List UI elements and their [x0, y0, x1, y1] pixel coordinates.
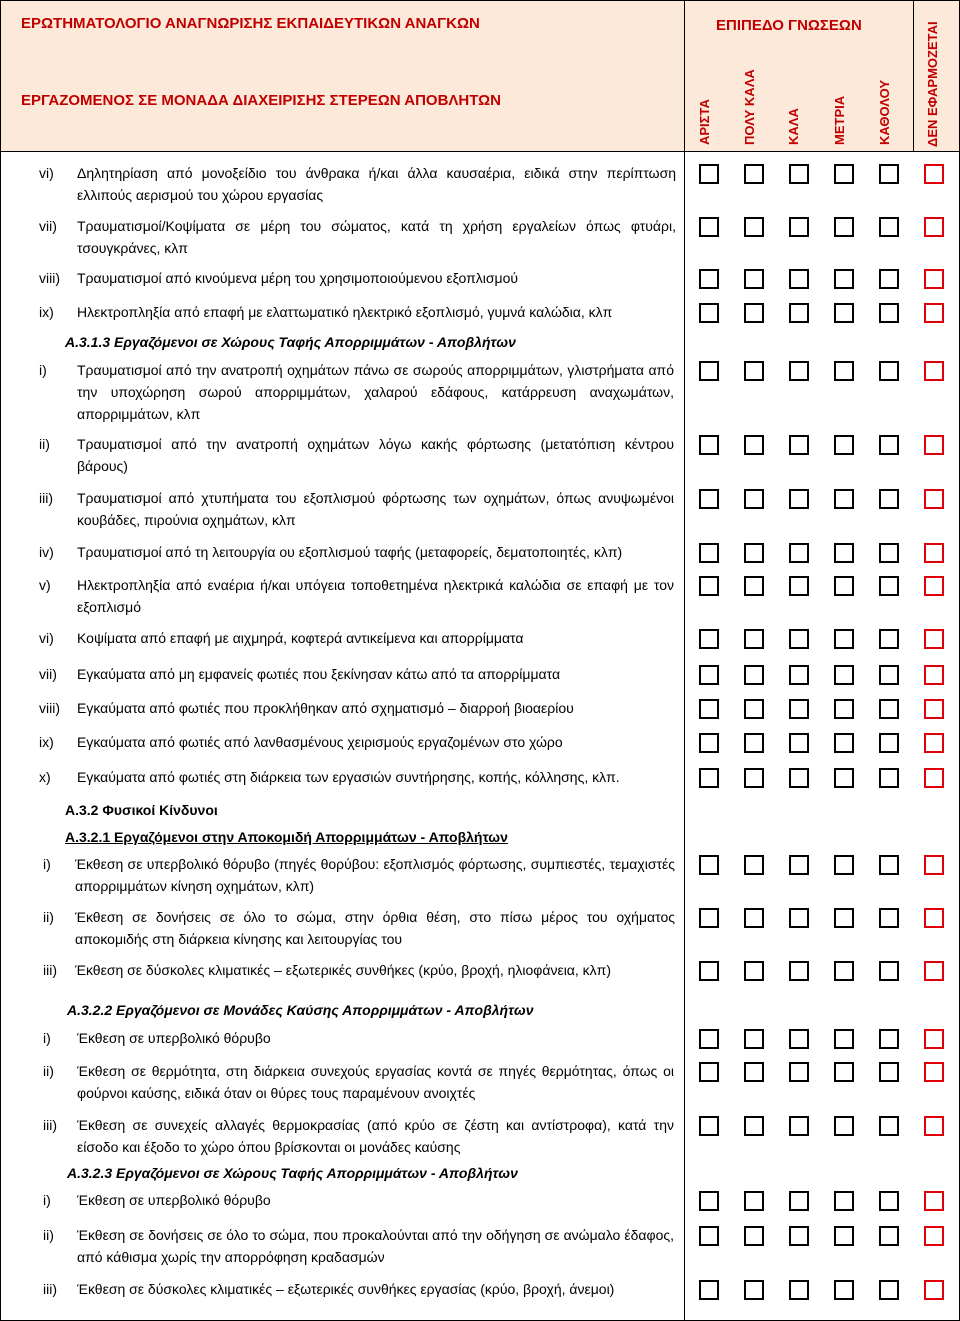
checkbox-excellent[interactable]: [699, 217, 719, 237]
checkbox-fair[interactable]: [834, 665, 854, 685]
checkbox-fair[interactable]: [834, 1062, 854, 1082]
item-number: iii): [43, 962, 57, 978]
checkbox-none[interactable]: [879, 733, 899, 753]
item-text: Τραυματισμοί από την ανατροπή οχημάτων πάνω σε σωρούς απορριμμάτων, γλιστρήματα από την υποχώρηση σωρού απορριμμάτων, χαλαρού εδάφους, κατάρρευση αναχωμάτων, απορριμμάτων, κλπ: [77, 362, 674, 422]
checkbox-none[interactable]: [879, 908, 899, 928]
column-divider: [684, 1, 685, 1320]
checkbox-not-applicable[interactable]: [924, 768, 944, 788]
checkbox-very-good[interactable]: [744, 665, 764, 685]
checkbox-excellent[interactable]: [699, 435, 719, 455]
checkbox-none[interactable]: [879, 303, 899, 323]
item-number: vii): [39, 218, 57, 234]
checkbox-excellent[interactable]: [699, 629, 719, 649]
checkbox-good[interactable]: [789, 855, 809, 875]
checkbox-fair[interactable]: [834, 961, 854, 981]
item-number: i): [39, 362, 47, 378]
item-text: Τραυματισμοί από την ανατροπή οχημάτων λόγω κακής φόρτωσης (μετατόπιση κέντρου βάρους): [77, 436, 674, 474]
item-text: Ηλεκτροπληξία από επαφή με ελαττωματικό ηλεκτρικό εξοπλισμό, γυμνά καλώδια, κλπ: [77, 304, 613, 320]
item-number: viii): [39, 700, 60, 716]
checkbox-not-applicable[interactable]: [924, 489, 944, 509]
checkbox-very-good[interactable]: [744, 629, 764, 649]
checkbox-very-good[interactable]: [744, 961, 764, 981]
section-heading: Α.3.2.3 Εργαζόμενοι σε Χώρους Ταφής Απορριμμάτων - Αποβλήτων: [67, 1165, 518, 1181]
knowledge-level-title: ΕΠΙΠΕΔΟ ΓΝΩΣΕΩΝ: [716, 17, 862, 34]
checkbox-not-applicable[interactable]: [924, 164, 944, 184]
checkbox-very-good[interactable]: [744, 303, 764, 323]
checkbox-none[interactable]: [879, 1062, 899, 1082]
item-number: i): [43, 856, 51, 872]
item-number: ix): [39, 734, 54, 750]
checkbox-very-good[interactable]: [744, 435, 764, 455]
checkbox-none[interactable]: [879, 164, 899, 184]
checkbox-not-applicable[interactable]: [924, 1280, 944, 1300]
item-number: ii): [43, 1063, 54, 1079]
checkbox-fair[interactable]: [834, 269, 854, 289]
checkbox-very-good[interactable]: [744, 164, 764, 184]
checkbox-good[interactable]: [789, 961, 809, 981]
checkbox-none[interactable]: [879, 217, 899, 237]
checkbox-not-applicable[interactable]: [924, 269, 944, 289]
checkbox-good[interactable]: [789, 733, 809, 753]
level-header-excellent: ΑΡΙΣΤΑ: [697, 99, 712, 145]
header-divider: [913, 1, 914, 151]
item-number: vi): [39, 630, 54, 646]
checkbox-very-good[interactable]: [744, 1029, 764, 1049]
checkbox-good[interactable]: [789, 1280, 809, 1300]
item-text: Εγκαύματα από φωτιές στη διάρκεια των εργασιών συντήρησης, κοπής, κόλλησης, κλπ.: [77, 769, 620, 785]
section-heading: Α.3.2.1 Εργαζόμενοι στην Αποκομιδή Απορριμμάτων - Αποβλήτων: [65, 829, 508, 845]
checkbox-fair[interactable]: [834, 629, 854, 649]
checkbox-none[interactable]: [879, 768, 899, 788]
checkbox-excellent[interactable]: [699, 303, 719, 323]
checkbox-none[interactable]: [879, 1116, 899, 1136]
checkbox-fair[interactable]: [834, 576, 854, 596]
checkbox-good[interactable]: [789, 908, 809, 928]
checkbox-fair[interactable]: [834, 303, 854, 323]
checkbox-not-applicable[interactable]: [924, 699, 944, 719]
checkbox-good[interactable]: [789, 164, 809, 184]
checkbox-excellent[interactable]: [699, 733, 719, 753]
checkbox-good[interactable]: [789, 217, 809, 237]
checkbox-good[interactable]: [789, 1116, 809, 1136]
checkbox-not-applicable[interactable]: [924, 576, 944, 596]
checkbox-fair[interactable]: [834, 543, 854, 563]
item-number: iv): [39, 544, 54, 560]
checkbox-fair[interactable]: [834, 908, 854, 928]
item-text: Έκθεση σε δονήσεις σε όλο το σώμα, στην όρθια θέση, στο πίσω μέρος του οχήματος αποκομιδής στη διάρκεια κίνησης και λειτουργίας του: [75, 909, 675, 947]
item-number: x): [39, 769, 51, 785]
checkbox-fair[interactable]: [834, 768, 854, 788]
level-header-very-good: ΠΟΛΥ ΚΑΛΑ: [742, 69, 757, 145]
level-header-not-applicable: ΔΕΝ ΕΦΑΡΜΟΖΕΤΑΙ: [925, 21, 940, 147]
item-text: Δηλητηρίαση από μονοξείδιο του άνθρακα ή/και άλλα καυσαέρια, ειδικά στην περίπτωση ελλιπούς αερισμού του χώρου εργασίας: [77, 165, 676, 203]
checkbox-very-good[interactable]: [744, 1191, 764, 1211]
item-text: Εγκαύματα από μη εμφανείς φωτιές που ξεκίνησαν κάτω από τα απορρίμματα: [77, 666, 561, 682]
checkbox-none[interactable]: [879, 489, 899, 509]
checkbox-excellent[interactable]: [699, 855, 719, 875]
item-text: Έκθεση σε υπερβολικό θόρυβο (πηγές θορύβου: εξοπλισμός φόρτωσης, συμπιεστές, τεμαχιστές απορριμμάτων κίνηση οχημάτων, κλπ): [75, 856, 675, 894]
checkbox-very-good[interactable]: [744, 1062, 764, 1082]
checkbox-not-applicable[interactable]: [924, 435, 944, 455]
header: [1, 1, 959, 152]
checkbox-good[interactable]: [789, 303, 809, 323]
checkbox-good[interactable]: [789, 1191, 809, 1211]
checkbox-none[interactable]: [879, 576, 899, 596]
item-number: ix): [39, 304, 54, 320]
checkbox-none[interactable]: [879, 269, 899, 289]
checkbox-very-good[interactable]: [744, 1116, 764, 1136]
item-text: Τραυματισμοί/Κοψίματα σε μέρη του σώματος, κατά τη χρήση εργαλείων όπως φτυάρι, τσουγκράνες, κλπ: [77, 218, 676, 256]
checkbox-not-applicable[interactable]: [924, 1116, 944, 1136]
worker-category-title: ΕΡΓΑΖΟΜΕΝΟΣ ΣΕ ΜΟΝΑΔΑ ΔΙΑΧΕΙΡΙΣΗΣ ΣΤΕΡΕΩΝ ΑΠΟΒΛΗΤΩΝ: [21, 92, 501, 109]
item-text: Κοψίματα από επαφή με αιχμηρά, κοφτερά αντικείμενα και απορρίμματα: [77, 630, 524, 646]
checkbox-not-applicable[interactable]: [924, 961, 944, 981]
checkbox-good[interactable]: [789, 1062, 809, 1082]
checkbox-excellent[interactable]: [699, 1062, 719, 1082]
checkbox-none[interactable]: [879, 543, 899, 563]
checkbox-not-applicable[interactable]: [924, 855, 944, 875]
checkbox-good[interactable]: [789, 699, 809, 719]
checkbox-not-applicable[interactable]: [924, 217, 944, 237]
level-header-none: ΚΑΘΟΛΟΥ: [877, 79, 892, 145]
questionnaire-title: ΕΡΩΤΗΜΑΤΟΛΟΓΙΟ ΑΝΑΓΝΩΡΙΣΗΣ ΕΚΠΑΙΔΕΥΤΙΚΩΝ ΑΝΑΓΚΩΝ: [21, 15, 480, 32]
checkbox-excellent[interactable]: [699, 768, 719, 788]
checkbox-very-good[interactable]: [744, 543, 764, 563]
checkbox-not-applicable[interactable]: [924, 629, 944, 649]
checkbox-fair[interactable]: [834, 217, 854, 237]
checkbox-good[interactable]: [789, 489, 809, 509]
item-text: Έκθεση σε θερμότητα, στη διάρκεια συνεχούς εργασίας κοντά σε πηγές θερμότητας, όπως οι φούρνοι καύσης, ειδικά όταν οι θύρες τους παραμένουν ανοιχτές: [77, 1063, 674, 1101]
checkbox-very-good[interactable]: [744, 361, 764, 381]
checkbox-not-applicable[interactable]: [924, 303, 944, 323]
checkbox-not-applicable[interactable]: [924, 1226, 944, 1246]
checkbox-very-good[interactable]: [744, 1280, 764, 1300]
checkbox-good[interactable]: [789, 435, 809, 455]
checkbox-very-good[interactable]: [744, 269, 764, 289]
checkbox-good[interactable]: [789, 665, 809, 685]
checkbox-very-good[interactable]: [744, 908, 764, 928]
checkbox-excellent[interactable]: [699, 699, 719, 719]
checkbox-excellent[interactable]: [699, 361, 719, 381]
item-text: Έκθεση σε δύσκολες κλιματικές – εξωτερικές συνθήκες (κρύο, βροχή, ηλιοφάνεια, κλπ): [75, 962, 612, 978]
checkbox-none[interactable]: [879, 1191, 899, 1211]
item-text: Εγκαύματα από φωτιές από λανθασμένους χειρισμούς εργαζομένων στο χώρο: [77, 734, 563, 750]
checkbox-not-applicable[interactable]: [924, 733, 944, 753]
checkbox-none[interactable]: [879, 1226, 899, 1246]
checkbox-very-good[interactable]: [744, 733, 764, 753]
checkbox-good[interactable]: [789, 576, 809, 596]
checkbox-good[interactable]: [789, 543, 809, 563]
checkbox-none[interactable]: [879, 665, 899, 685]
checkbox-fair[interactable]: [834, 1280, 854, 1300]
checkbox-fair[interactable]: [834, 1116, 854, 1136]
checkbox-very-good[interactable]: [744, 217, 764, 237]
checkbox-fair[interactable]: [834, 699, 854, 719]
checkbox-not-applicable[interactable]: [924, 543, 944, 563]
item-text: Έκθεση σε υπερβολικό θόρυβο: [77, 1192, 271, 1208]
checkbox-excellent[interactable]: [699, 543, 719, 563]
section-heading: Α.3.2 Φυσικοί Κίνδυνοι: [65, 802, 218, 818]
item-number: i): [43, 1030, 51, 1046]
checkbox-none[interactable]: [879, 435, 899, 455]
checkbox-excellent[interactable]: [699, 665, 719, 685]
item-number: ii): [39, 436, 50, 452]
checkbox-none[interactable]: [879, 855, 899, 875]
item-text: Τραυματισμοί από κινούμενα μέρη του χρησιμοποιούμενου εξοπλισμού: [77, 270, 519, 286]
checkbox-very-good[interactable]: [744, 768, 764, 788]
checkbox-excellent[interactable]: [699, 1116, 719, 1136]
item-number: vii): [39, 666, 57, 682]
checkbox-not-applicable[interactable]: [924, 908, 944, 928]
checkbox-good[interactable]: [789, 629, 809, 649]
checkbox-not-applicable[interactable]: [924, 1062, 944, 1082]
section-heading: Α.3.1.3 Εργαζόμενοι σε Χώρους Ταφής Απορριμμάτων - Αποβλήτων: [65, 334, 516, 350]
checkbox-none[interactable]: [879, 1280, 899, 1300]
checkbox-excellent[interactable]: [699, 961, 719, 981]
section-heading: Α.3.2.2 Εργαζόμενοι σε Μονάδες Καύσης Απορριμμάτων - Αποβλήτων: [67, 1002, 534, 1018]
checkbox-very-good[interactable]: [744, 855, 764, 875]
checkbox-fair[interactable]: [834, 733, 854, 753]
item-number: ii): [43, 909, 54, 925]
checkbox-excellent[interactable]: [699, 1029, 719, 1049]
checkbox-very-good[interactable]: [744, 576, 764, 596]
checkbox-very-good[interactable]: [744, 489, 764, 509]
checkbox-excellent[interactable]: [699, 164, 719, 184]
item-number: ii): [43, 1227, 54, 1243]
item-number: iii): [39, 490, 53, 506]
checkbox-not-applicable[interactable]: [924, 1191, 944, 1211]
item-text: Έκθεση σε συνεχείς αλλαγές θερμοκρασίας (από κρύο σε ζέστη και αντίστροφα), κατά την είσοδο και έξοδο το χώρο όπου βρίσκονται οι μονάδες καύσης: [77, 1117, 674, 1155]
checkbox-fair[interactable]: [834, 855, 854, 875]
item-number: iii): [43, 1117, 57, 1133]
checkbox-none[interactable]: [879, 961, 899, 981]
checkbox-excellent[interactable]: [699, 1191, 719, 1211]
checkbox-none[interactable]: [879, 1029, 899, 1049]
checkbox-not-applicable[interactable]: [924, 1029, 944, 1049]
checkbox-very-good[interactable]: [744, 699, 764, 719]
item-text: Έκθεση σε δύσκολες κλιματικές – εξωτερικές συνθήκες εργασίας (κρύο, βροχή, άνεμοι): [77, 1281, 615, 1297]
checkbox-fair[interactable]: [834, 361, 854, 381]
checkbox-not-applicable[interactable]: [924, 665, 944, 685]
checkbox-good[interactable]: [789, 361, 809, 381]
checkbox-fair[interactable]: [834, 435, 854, 455]
checkbox-excellent[interactable]: [699, 576, 719, 596]
item-text: Τραυματισμοί από χτυπήματα του εξοπλισμού φόρτωσης των οχημάτων, όπως ανυψωμένοι κουβάδες, πιρούνια οχημάτων, κλπ: [77, 490, 674, 528]
item-text: Ηλεκτροπληξία από εναέρια ή/και υπόγεια τοποθετημένα ηλεκτρικά καλώδια σε επαφή με τον εξοπλισμό: [77, 577, 674, 615]
checkbox-excellent[interactable]: [699, 269, 719, 289]
checkbox-fair[interactable]: [834, 164, 854, 184]
checkbox-none[interactable]: [879, 699, 899, 719]
checkbox-fair[interactable]: [834, 489, 854, 509]
item-text: Εγκαύματα από φωτιές που προκλήθηκαν από σχηματισμό – διαρροή βιοαερίου: [77, 700, 574, 716]
item-number: iii): [43, 1281, 57, 1297]
checkbox-none[interactable]: [879, 629, 899, 649]
item-text: Έκθεση σε υπερβολικό θόρυβο: [77, 1030, 271, 1046]
checkbox-excellent[interactable]: [699, 1280, 719, 1300]
checkbox-excellent[interactable]: [699, 489, 719, 509]
checkbox-excellent[interactable]: [699, 908, 719, 928]
checkbox-good[interactable]: [789, 269, 809, 289]
item-text: Τραυματισμοί από τη λειτουργία ου εξοπλισμού ταφής (μεταφορείς, δεματοποιητές, κλπ): [77, 544, 623, 560]
checkbox-good[interactable]: [789, 1226, 809, 1246]
checkbox-not-applicable[interactable]: [924, 361, 944, 381]
item-number: i): [43, 1192, 51, 1208]
item-number: v): [39, 577, 51, 593]
item-number: vi): [39, 165, 54, 181]
checkbox-fair[interactable]: [834, 1226, 854, 1246]
checkbox-very-good[interactable]: [744, 1226, 764, 1246]
item-text: Έκθεση σε δονήσεις σε όλο το σώμα, που προκαλούνται από την οδήγηση σε ανώμαλο έδαφος, από κάθισμα χωρίς την απορρόφηση κραδασμών: [77, 1227, 674, 1265]
checkbox-good[interactable]: [789, 1029, 809, 1049]
checkbox-excellent[interactable]: [699, 1226, 719, 1246]
level-header-good: ΚΑΛΑ: [786, 108, 801, 145]
checkbox-fair[interactable]: [834, 1191, 854, 1211]
level-header-fair: ΜΕΤΡΙΑ: [832, 95, 847, 145]
checkbox-good[interactable]: [789, 768, 809, 788]
checkbox-none[interactable]: [879, 361, 899, 381]
item-number: viii): [39, 270, 60, 286]
checkbox-fair[interactable]: [834, 1029, 854, 1049]
